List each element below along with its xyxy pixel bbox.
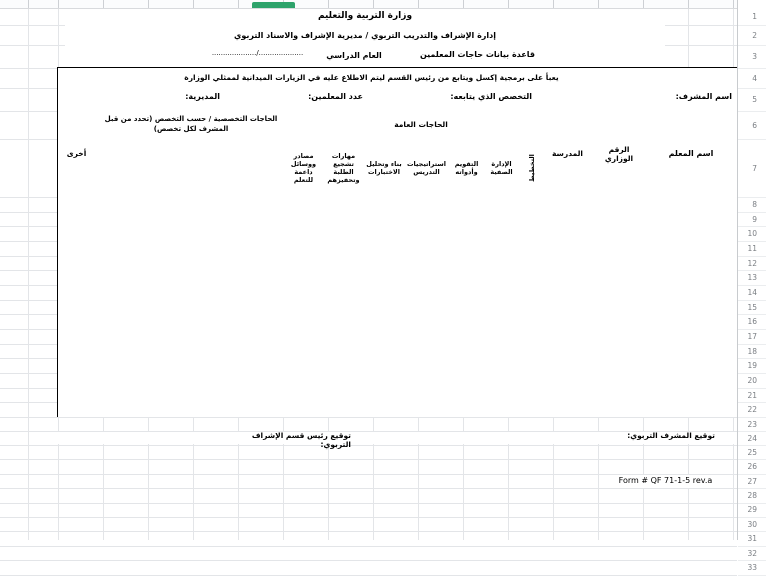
row-number[interactable]: 12 <box>747 258 757 268</box>
specialty-label[interactable]: التخصص الذي يتابعه: <box>450 92 532 101</box>
row-number[interactable]: 2 <box>752 30 757 40</box>
row-number-gutter[interactable] <box>737 0 766 572</box>
gridline <box>0 560 737 561</box>
gutter-row-line <box>738 560 766 561</box>
column-separator-tick <box>553 0 554 8</box>
row-number[interactable]: 8 <box>752 199 757 209</box>
gutter-row-line <box>738 285 766 286</box>
row-number[interactable]: 31 <box>747 534 757 544</box>
school-year-dots[interactable]: ..................../.................... <box>211 49 304 57</box>
gutter-row-line <box>738 445 766 446</box>
row-number[interactable]: 19 <box>747 361 757 371</box>
column-separator-tick <box>733 0 734 8</box>
gridline <box>0 445 737 446</box>
column-separator-tick <box>508 0 509 8</box>
col-test-construction[interactable]: بناء وتحليل الاختبارات <box>366 159 402 176</box>
column-separator-tick <box>598 0 599 8</box>
row-number[interactable]: 1 <box>752 12 757 21</box>
row-number[interactable]: 10 <box>747 229 757 239</box>
gutter-row-line <box>738 531 766 532</box>
gutter-row-line <box>738 358 766 359</box>
column-separator-tick <box>28 0 29 8</box>
row-number[interactable]: 25 <box>747 447 757 457</box>
title-ministry[interactable]: وزارة التربية والتعليم <box>317 11 413 22</box>
gutter-row-line <box>738 300 766 301</box>
gutter-row-line <box>738 212 766 213</box>
directorate-label[interactable]: المديرية: <box>185 92 220 101</box>
gutter-row-line <box>738 197 766 198</box>
col-learning-resources[interactable]: مصادر ووسائل داعمة للتعلم <box>290 151 317 185</box>
supervisor-signature-label[interactable]: توقيع المشرف التربوي: <box>627 431 715 440</box>
row-number[interactable]: 6 <box>752 120 757 130</box>
gutter-row-line <box>738 139 766 140</box>
gutter-row-line <box>738 226 766 227</box>
gutter-row-line <box>738 111 766 112</box>
row-number[interactable]: 14 <box>747 287 757 297</box>
column-separator-tick <box>688 0 689 8</box>
gutter-row-line <box>738 517 766 518</box>
title-directorate[interactable]: إدارة الإشراف والتدريب التربوي / مديرية الإشراف والاسناد التربوي <box>234 30 496 40</box>
gutter-row-line <box>738 474 766 475</box>
gutter-row-line <box>738 45 766 46</box>
col-other[interactable]: أخرى <box>66 149 87 159</box>
col-evaluation-tools[interactable]: التقويم وأدواته <box>454 159 479 176</box>
column-separator-tick <box>103 0 104 8</box>
row-number[interactable]: 23 <box>747 419 757 429</box>
form-code[interactable]: Form # QF 71-1-5 rev.a <box>618 476 713 485</box>
gridline <box>0 531 737 532</box>
col-classroom-management[interactable]: الإدارة الصفية <box>490 159 513 176</box>
notice-text[interactable]: يعبأ على برمجية إكسل ويتابع من رئيس القسم ليتم الاطلاع عليه في الزيارات الميدانية لممثلي الوزارة <box>184 73 559 83</box>
gridline <box>0 488 737 489</box>
col-student-motivation[interactable]: مهارات تشجيع الطلبة وتحفيزهم <box>327 151 360 185</box>
gridline <box>0 459 737 460</box>
column-separator-tick <box>328 0 329 8</box>
school-year-label[interactable]: العام الدراسي <box>326 51 382 60</box>
gutter-row-line <box>738 270 766 271</box>
row-number[interactable]: 7 <box>752 163 757 173</box>
row-number[interactable]: 5 <box>752 95 757 104</box>
section-head-signature-label[interactable]: توقيع رئيس قسم الإشراف التربوي: <box>251 431 351 450</box>
row-number[interactable]: 28 <box>747 490 757 500</box>
title-database[interactable]: قاعدة بيانات حاجات المعلمين <box>419 50 535 59</box>
row-number[interactable]: 9 <box>752 214 757 224</box>
group-general-needs[interactable]: الحاجات العامة <box>394 119 448 129</box>
row-number[interactable]: 24 <box>747 433 757 443</box>
gutter-row-line <box>738 88 766 89</box>
row-number[interactable]: 32 <box>747 548 757 558</box>
gridline <box>0 503 737 504</box>
gutter-row-line <box>738 314 766 315</box>
row-number[interactable]: 22 <box>747 405 757 415</box>
col-planning-label: التخطيط <box>527 154 536 182</box>
gutter-row-line <box>738 488 766 489</box>
column-separator-tick <box>193 0 194 8</box>
row-number[interactable]: 27 <box>747 476 757 486</box>
row-number[interactable]: 3 <box>752 52 757 61</box>
column-separator-tick <box>373 0 374 8</box>
gutter-row-line <box>738 373 766 374</box>
teacher-count-label[interactable]: عدد المعلمين: <box>308 92 363 101</box>
row-number[interactable]: 4 <box>752 73 757 83</box>
col-ministry-number[interactable]: الرقم الوزاري <box>604 144 634 163</box>
gutter-row-line <box>738 68 766 69</box>
column-separator-tick <box>148 0 149 8</box>
col-teacher-name[interactable]: اسم المعلم <box>668 149 714 158</box>
gridline <box>0 517 737 518</box>
column-separator-tick <box>58 0 59 8</box>
row-number[interactable]: 29 <box>747 505 757 515</box>
gutter-row-line <box>738 417 766 418</box>
gridline <box>0 546 737 547</box>
column-separator-tick <box>463 0 464 8</box>
gutter-row-line <box>738 402 766 403</box>
group-specialized-needs[interactable]: الحاجات التخصصية / حسب التخصص (تحدد من قبل المشرف لكل تخصص) <box>104 115 278 133</box>
gutter-row-line <box>738 256 766 257</box>
row-number[interactable]: 13 <box>747 273 757 283</box>
col-teaching-strategies[interactable]: استراتيجيات التدريس <box>407 159 446 176</box>
col-school[interactable]: المدرسة <box>552 149 583 159</box>
gutter-row-line <box>738 459 766 460</box>
row-number[interactable]: 17 <box>747 331 757 341</box>
gutter-row-line <box>738 329 766 330</box>
row-number[interactable]: 20 <box>747 375 757 385</box>
row-number[interactable]: 30 <box>747 519 757 529</box>
selected-column-highlight <box>252 2 295 8</box>
table-data-area[interactable] <box>58 197 737 417</box>
row-number[interactable]: 11 <box>747 243 757 253</box>
col-planning[interactable] <box>520 139 543 197</box>
column-separator-tick <box>643 0 644 8</box>
row-number[interactable]: 21 <box>747 390 757 400</box>
supervisor-name-label[interactable]: اسم المشرف: <box>675 92 732 101</box>
column-separator-tick <box>238 0 239 8</box>
row-number[interactable]: 15 <box>747 302 757 312</box>
gutter-row-line <box>738 546 766 547</box>
gutter-row-line <box>738 431 766 432</box>
column-separator-tick <box>418 0 419 8</box>
row-number[interactable]: 18 <box>747 346 757 356</box>
row-number[interactable]: 33 <box>747 562 757 572</box>
row-number[interactable]: 16 <box>747 317 757 327</box>
gutter-row-line <box>738 344 766 345</box>
gridline <box>0 417 737 418</box>
gutter-row-line <box>738 241 766 242</box>
row-number[interactable]: 26 <box>747 462 757 472</box>
gutter-row-line <box>738 503 766 504</box>
gutter-row-line <box>738 388 766 389</box>
gutter-row-line <box>738 25 766 26</box>
column-header-strip[interactable] <box>0 0 737 9</box>
